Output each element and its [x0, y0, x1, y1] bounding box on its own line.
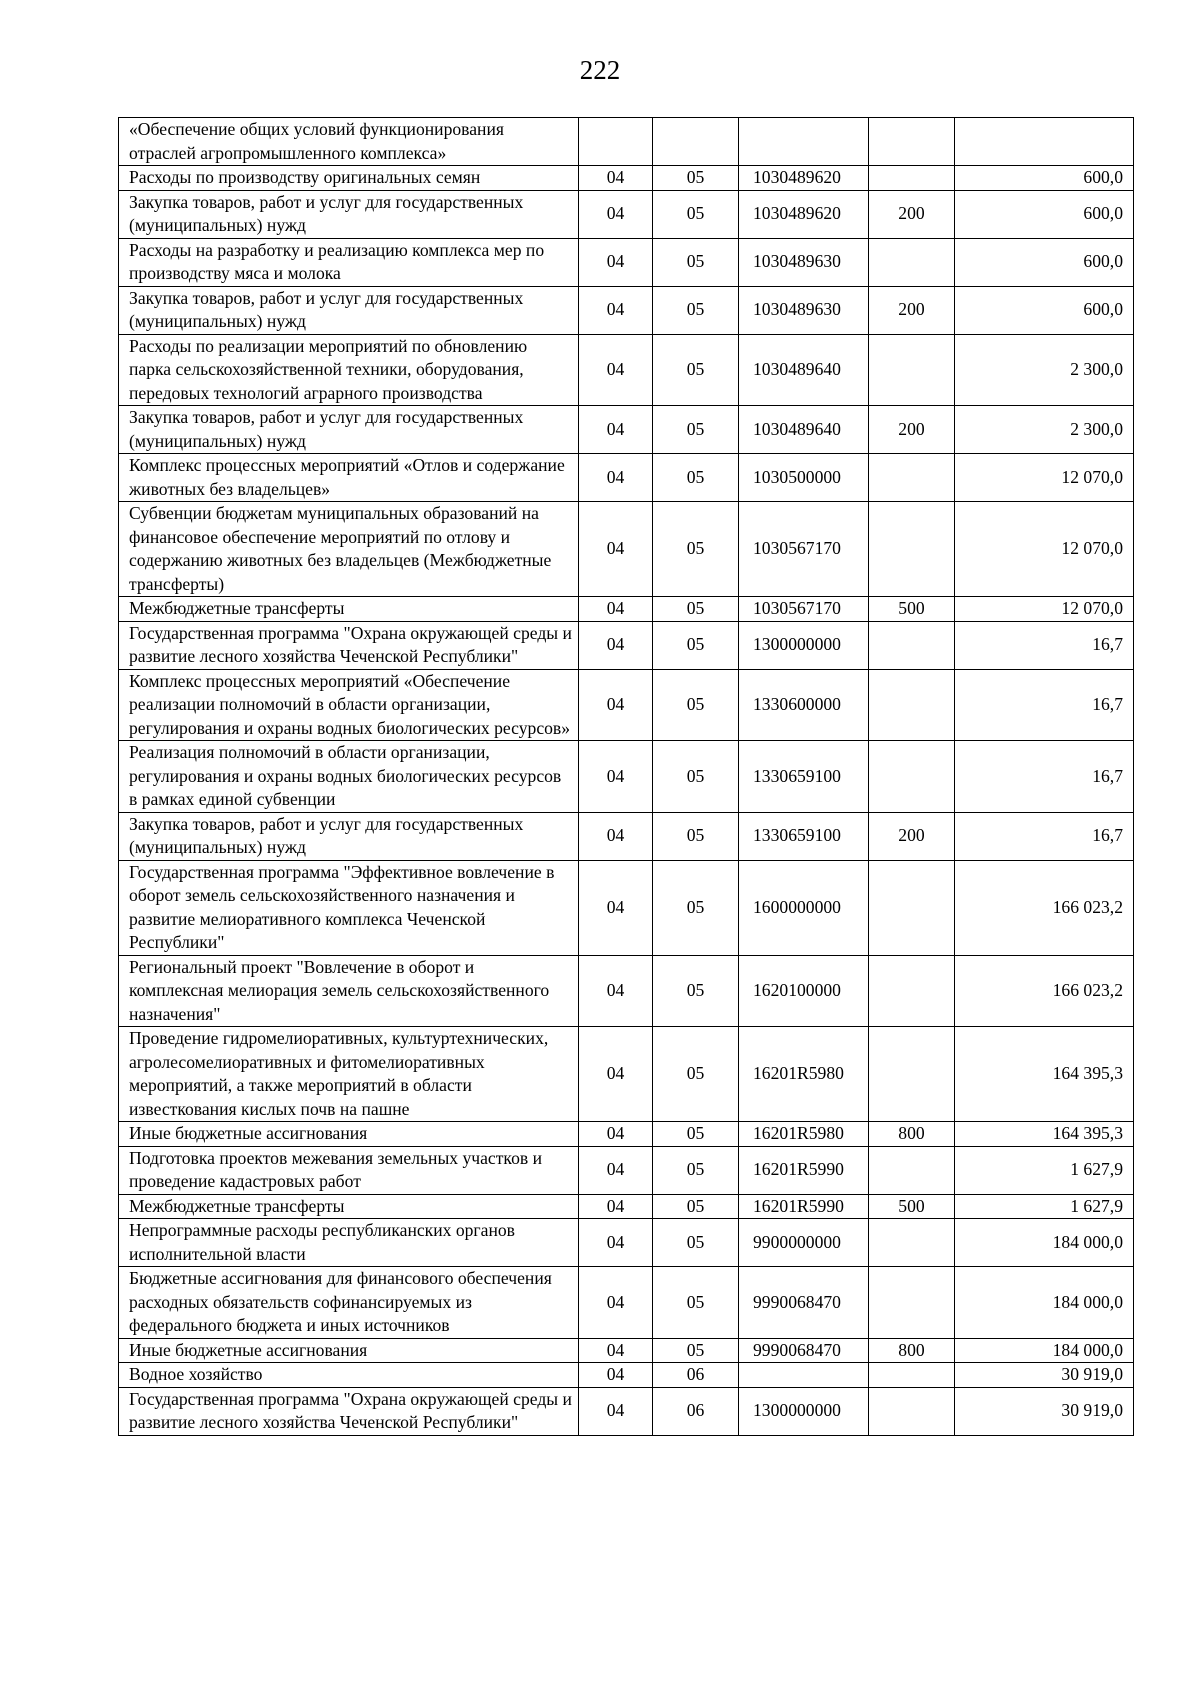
section-code-cell: 04 [579, 502, 653, 597]
target-article-cell: 16201R5990 [739, 1194, 869, 1219]
expense-type-cell [869, 955, 955, 1027]
target-article-cell: 1030567170 [739, 597, 869, 622]
subsection-code-cell: 05 [653, 1194, 739, 1219]
expense-type-cell [869, 1027, 955, 1122]
amount-cell: 600,0 [955, 286, 1134, 334]
subsection-code-cell: 05 [653, 406, 739, 454]
table-row [119, 1338, 1134, 1363]
target-article-cell: 1030489620 [739, 190, 869, 238]
target-article-cell: 1330659100 [739, 812, 869, 860]
expense-name-cell: Закупка товаров, работ и услуг для государственных (муниципальных) нужд [119, 406, 579, 454]
subsection-code-cell: 05 [653, 1027, 739, 1122]
subsection-code-cell: 05 [653, 955, 739, 1027]
section-code-cell: 04 [579, 597, 653, 622]
section-code-cell: 04 [579, 1267, 653, 1339]
subsection-code-cell: 05 [653, 812, 739, 860]
expense-name-cell: Непрограммные расходы республиканских органов исполнительной власти [119, 1219, 579, 1267]
section-code-cell: 04 [579, 286, 653, 334]
table-row [119, 502, 1134, 597]
subsection-code-cell [653, 118, 739, 166]
target-article-cell: 1030489620 [739, 166, 869, 191]
table-row [119, 1146, 1134, 1194]
expense-type-cell [869, 502, 955, 597]
table-row [119, 406, 1134, 454]
amount-cell: 184 000,0 [955, 1267, 1134, 1339]
section-code-cell: 04 [579, 955, 653, 1027]
target-article-cell: 9990068470 [739, 1338, 869, 1363]
amount-cell: 12 070,0 [955, 597, 1134, 622]
expense-type-cell: 200 [869, 406, 955, 454]
amount-cell: 164 395,3 [955, 1122, 1134, 1147]
section-code-cell: 04 [579, 1027, 653, 1122]
target-article-cell: 1330659100 [739, 741, 869, 813]
subsection-code-cell: 05 [653, 1122, 739, 1147]
expense-name-cell: Закупка товаров, работ и услуг для государственных (муниципальных) нужд [119, 286, 579, 334]
amount-cell: 2 300,0 [955, 334, 1134, 406]
table-row [119, 1363, 1134, 1388]
expense-name-cell: Проведение гидромелиоративных, культуртехнических, агролесомелиоративных и фитомелиоративных мероприятий, а также мероприятий в области известкования кислых почв на пашне [119, 1027, 579, 1122]
expense-type-cell [869, 1219, 955, 1267]
table-row [119, 1194, 1134, 1219]
section-code-cell: 04 [579, 1387, 653, 1435]
expense-name-cell: Иные бюджетные ассигнования [119, 1338, 579, 1363]
subsection-code-cell: 05 [653, 190, 739, 238]
section-code-cell: 04 [579, 621, 653, 669]
expense-type-cell: 800 [869, 1338, 955, 1363]
table-row [119, 1219, 1134, 1267]
subsection-code-cell: 06 [653, 1363, 739, 1388]
section-code-cell: 04 [579, 238, 653, 286]
table-row [119, 286, 1134, 334]
amount-cell: 2 300,0 [955, 406, 1134, 454]
expense-name-cell: «Обеспечение общих условий функционирования отраслей агропромышленного комплекса» [119, 118, 579, 166]
section-code-cell: 04 [579, 1146, 653, 1194]
amount-cell: 1 627,9 [955, 1146, 1134, 1194]
amount-cell: 16,7 [955, 621, 1134, 669]
section-code-cell: 04 [579, 166, 653, 191]
table-row [119, 1027, 1134, 1122]
amount-cell: 16,7 [955, 669, 1134, 741]
section-code-cell: 04 [579, 1122, 653, 1147]
expense-type-cell [869, 118, 955, 166]
amount-cell: 12 070,0 [955, 502, 1134, 597]
target-article-cell: 1030567170 [739, 502, 869, 597]
table-row [119, 190, 1134, 238]
table-row [119, 621, 1134, 669]
expense-name-cell: Субвенции бюджетам муниципальных образований на финансовое обеспечение мероприятий по отлову и содержанию животных без владельцев (Межбюджетные трансферты) [119, 502, 579, 597]
subsection-code-cell: 05 [653, 669, 739, 741]
expense-type-cell [869, 1146, 955, 1194]
expense-type-cell [869, 669, 955, 741]
target-article-cell: 1600000000 [739, 860, 869, 955]
subsection-code-cell: 05 [653, 1146, 739, 1194]
section-code-cell [579, 118, 653, 166]
expense-type-cell [869, 1267, 955, 1339]
expense-type-cell [869, 741, 955, 813]
amount-cell: 164 395,3 [955, 1027, 1134, 1122]
table-row [119, 597, 1134, 622]
subsection-code-cell: 05 [653, 334, 739, 406]
expense-type-cell [869, 1387, 955, 1435]
expense-type-cell [869, 860, 955, 955]
table-row [119, 454, 1134, 502]
section-code-cell: 04 [579, 1363, 653, 1388]
section-code-cell: 04 [579, 1194, 653, 1219]
expense-type-cell [869, 1363, 955, 1388]
expense-type-cell [869, 334, 955, 406]
expense-name-cell: Государственная программа "Охрана окружающей среды и развитие лесного хозяйства Чеченской Республики" [119, 621, 579, 669]
amount-cell: 30 919,0 [955, 1387, 1134, 1435]
expense-type-cell: 200 [869, 812, 955, 860]
subsection-code-cell: 05 [653, 1338, 739, 1363]
amount-cell: 600,0 [955, 238, 1134, 286]
target-article-cell: 16201R5980 [739, 1027, 869, 1122]
amount-cell: 184 000,0 [955, 1338, 1134, 1363]
expense-name-cell: Комплекс процессных мероприятий «Обеспечение реализации полномочий в области организации, регулирования и охраны водных биологических ресурсов» [119, 669, 579, 741]
table-row [119, 1122, 1134, 1147]
table-row [119, 955, 1134, 1027]
expense-name-cell: Расходы по производству оригинальных семян [119, 166, 579, 191]
target-article-cell: 1330600000 [739, 669, 869, 741]
expense-name-cell: Закупка товаров, работ и услуг для государственных (муниципальных) нужд [119, 190, 579, 238]
amount-cell: 184 000,0 [955, 1219, 1134, 1267]
expense-type-cell [869, 621, 955, 669]
section-code-cell: 04 [579, 669, 653, 741]
subsection-code-cell: 06 [653, 1387, 739, 1435]
section-code-cell: 04 [579, 406, 653, 454]
section-code-cell: 04 [579, 1338, 653, 1363]
expense-name-cell: Закупка товаров, работ и услуг для государственных (муниципальных) нужд [119, 812, 579, 860]
expense-type-cell [869, 454, 955, 502]
target-article-cell: 1030489640 [739, 406, 869, 454]
table-row [119, 669, 1134, 741]
expense-name-cell: Государственная программа "Охрана окружающей среды и развитие лесного хозяйства Чеченской Республики" [119, 1387, 579, 1435]
table-row [119, 1387, 1134, 1435]
table-row [119, 166, 1134, 191]
section-code-cell: 04 [579, 334, 653, 406]
target-article-cell: 9990068470 [739, 1267, 869, 1339]
subsection-code-cell: 05 [653, 1219, 739, 1267]
section-code-cell: 04 [579, 190, 653, 238]
target-article-cell: 1030489640 [739, 334, 869, 406]
expense-name-cell: Подготовка проектов межевания земельных участков и проведение кадастровых работ [119, 1146, 579, 1194]
amount-cell: 166 023,2 [955, 955, 1134, 1027]
target-article-cell: 1030489630 [739, 286, 869, 334]
amount-cell [955, 118, 1134, 166]
table-row [119, 1267, 1134, 1339]
subsection-code-cell: 05 [653, 1267, 739, 1339]
target-article-cell: 1300000000 [739, 1387, 869, 1435]
section-code-cell: 04 [579, 812, 653, 860]
table-row [119, 118, 1134, 166]
target-article-cell [739, 118, 869, 166]
target-article-cell: 16201R5990 [739, 1146, 869, 1194]
target-article-cell: 16201R5980 [739, 1122, 869, 1147]
amount-cell: 600,0 [955, 166, 1134, 191]
expense-type-cell: 200 [869, 286, 955, 334]
expense-name-cell: Межбюджетные трансферты [119, 1194, 579, 1219]
subsection-code-cell: 05 [653, 238, 739, 286]
expense-name-cell: Расходы на разработку и реализацию комплекса мер по производству мяса и молока [119, 238, 579, 286]
subsection-code-cell: 05 [653, 597, 739, 622]
expense-name-cell: Реализация полномочий в области организации, регулирования и охраны водных биологических ресурсов в рамках единой субвенции [119, 741, 579, 813]
subsection-code-cell: 05 [653, 741, 739, 813]
target-article-cell: 1620100000 [739, 955, 869, 1027]
table-row [119, 812, 1134, 860]
subsection-code-cell: 05 [653, 286, 739, 334]
target-article-cell: 1030500000 [739, 454, 869, 502]
target-article-cell: 9900000000 [739, 1219, 869, 1267]
amount-cell: 16,7 [955, 812, 1134, 860]
expense-name-cell: Государственная программа "Эффективное вовлечение в оборот земель сельскохозяйственного назначения и развитие мелиоративного комплекса Чеченской Республики" [119, 860, 579, 955]
expense-type-cell [869, 166, 955, 191]
subsection-code-cell: 05 [653, 621, 739, 669]
subsection-code-cell: 05 [653, 166, 739, 191]
expense-type-cell: 800 [869, 1122, 955, 1147]
expense-name-cell: Комплекс процессных мероприятий «Отлов и содержание животных без владельцев» [119, 454, 579, 502]
amount-cell: 600,0 [955, 190, 1134, 238]
table-row [119, 741, 1134, 813]
expense-name-cell: Бюджетные ассигнования для финансового обеспечения расходных обязательств софинансируемых из федерального бюджета и иных источников [119, 1267, 579, 1339]
expense-name-cell: Расходы по реализации мероприятий по обновлению парка сельскохозяйственной техники, оборудования, передовых технологий аграрного производства [119, 334, 579, 406]
expense-name-cell: Межбюджетные трансферты [119, 597, 579, 622]
section-code-cell: 04 [579, 860, 653, 955]
section-code-cell: 04 [579, 454, 653, 502]
target-article-cell [739, 1363, 869, 1388]
expense-name-cell: Региональный проект "Вовлечение в оборот и комплексная мелиорация земель сельскохозяйственного назначения" [119, 955, 579, 1027]
target-article-cell: 1030489630 [739, 238, 869, 286]
subsection-code-cell: 05 [653, 454, 739, 502]
expense-type-cell [869, 238, 955, 286]
target-article-cell: 1300000000 [739, 621, 869, 669]
expense-type-cell: 200 [869, 190, 955, 238]
budget-table [118, 117, 1134, 1436]
subsection-code-cell: 05 [653, 860, 739, 955]
amount-cell: 16,7 [955, 741, 1134, 813]
table-row [119, 238, 1134, 286]
amount-cell: 1 627,9 [955, 1194, 1134, 1219]
section-code-cell: 04 [579, 1219, 653, 1267]
amount-cell: 12 070,0 [955, 454, 1134, 502]
section-code-cell: 04 [579, 741, 653, 813]
expense-type-cell: 500 [869, 597, 955, 622]
amount-cell: 166 023,2 [955, 860, 1134, 955]
table-row [119, 334, 1134, 406]
subsection-code-cell: 05 [653, 502, 739, 597]
table-row [119, 860, 1134, 955]
expense-name-cell: Иные бюджетные ассигнования [119, 1122, 579, 1147]
amount-cell: 30 919,0 [955, 1363, 1134, 1388]
expense-type-cell: 500 [869, 1194, 955, 1219]
page-number: 222 [579, 55, 621, 85]
expense-name-cell: Водное хозяйство [119, 1363, 579, 1388]
